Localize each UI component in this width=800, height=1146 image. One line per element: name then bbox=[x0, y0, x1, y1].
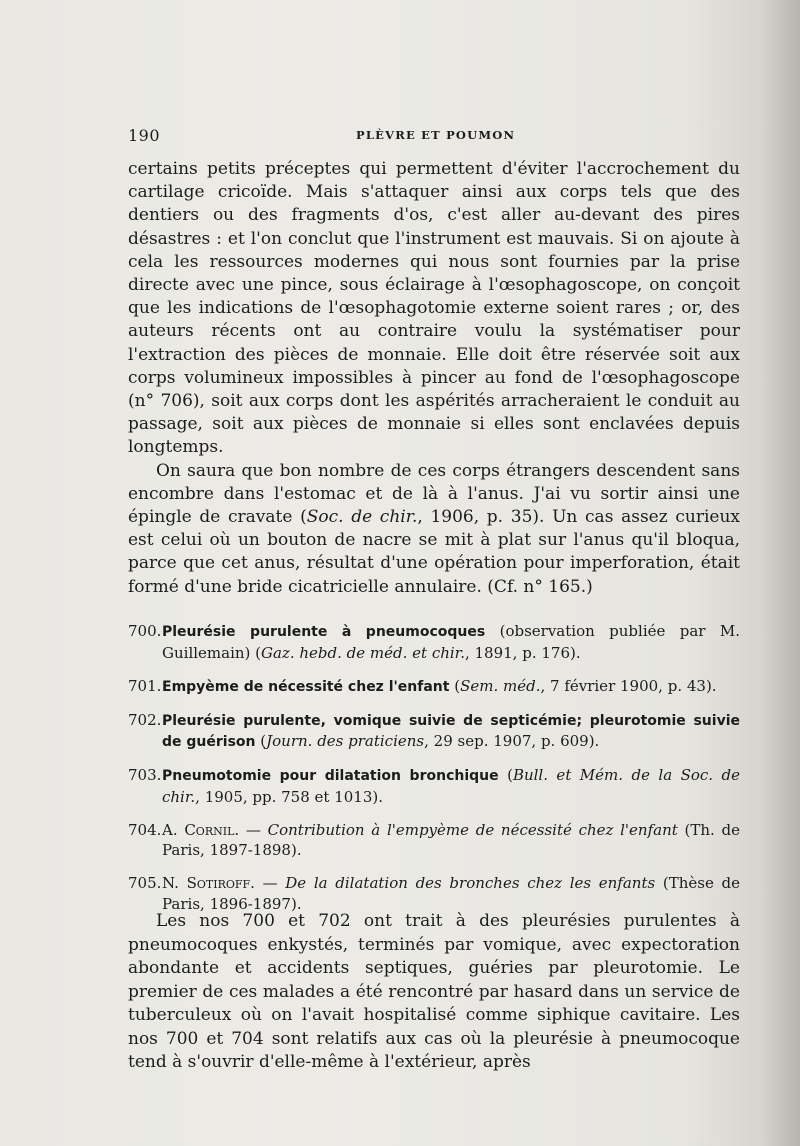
reference-item bbox=[128, 765, 740, 807]
paragraph-2-part-a: On saura que bon nombre de ces corps étrangers descendent sans encombre dans l'estomac et de là à l'anus. J'ai vu sortir ainsi une épingle de cravate ( bbox=[128, 460, 740, 528]
reference-item bbox=[128, 710, 740, 753]
reference-source: Sem. méd. bbox=[460, 676, 541, 695]
reference-list bbox=[128, 621, 740, 927]
reference-number: 700. bbox=[128, 622, 162, 640]
reference-author: N. Sotiroff. bbox=[162, 874, 255, 892]
reference-text: , 29 sep. 1907, p. 609). bbox=[424, 732, 600, 750]
reference-item bbox=[128, 676, 740, 698]
reference-text: , 1891, p. 176). bbox=[464, 643, 581, 662]
reference-title: Pleurésie purulente, vomique suivie de septicémie; pleurotomie suivie de guérison bbox=[162, 712, 740, 750]
reference-work: Contribution à l'empyème de nécessité chez l'enfant bbox=[267, 820, 678, 839]
reference-number: 705. bbox=[128, 874, 162, 892]
reference-item bbox=[128, 873, 740, 914]
reference-title: Pleurésie purulente à pneumocoques bbox=[162, 624, 486, 640]
reference-text: (Th. de Paris, 1897-1898). bbox=[162, 820, 740, 859]
citation-soc-chir: Soc. de chir. bbox=[306, 507, 418, 528]
reference-source: Journ. des praticiens bbox=[266, 732, 425, 750]
paragraph-1: certains petits préceptes qui permettent d'éviter l'accrochement du cartilage cricoïde. Mais s'attaquer ainsi aux corps tels que des dentiers ou des fragments d'os, c'est aller au-devant des pires désastres : et l'on conclut que l'instrument est mauvais. Si on ajoute à cela les ressources modernes qui nous sont fournies par la prise directe avec une pince, sous éclairage à l'œsophagoscope, on conçoit que les indications de l'œsophagotomie externe soient rares ; or, des auteurs récents ont au contraire voulu la systématiser pour l'extraction des pièces de monnaie. Elle doit être réservée soit aux corps volumineux impossibles à pincer au fond de l'œsophagoscope (n° 706), soit aux corps dont les aspérités arracheraient le conduit au passage, soit aux pièces de monnaie si elles sont enclavées depuis longtemps. bbox=[128, 159, 740, 458]
reference-work: De la dilatation des bronches chez les enfants bbox=[285, 874, 656, 892]
binding-shadow bbox=[760, 0, 800, 1146]
paragraph-2-part-b: , 1906, p. 35). Un cas assez curieux est celui où un bouton de nacre se mit à plat sur l'anus qu'il bloqua, parce que cet anus, résultat d'une opération pour imperforation, était formé d'une bride cicatricielle annulaire. (Cf. n° 165.) bbox=[128, 507, 740, 597]
reference-text: ( bbox=[255, 732, 267, 750]
reference-title: Empyème de nécessité chez l'enfant bbox=[162, 678, 450, 695]
reference-title: Pneumotomie pour dilatation bronchique bbox=[162, 768, 499, 784]
paragraph-2 bbox=[128, 460, 740, 599]
reference-text: ( bbox=[449, 676, 461, 695]
page-header bbox=[128, 124, 738, 148]
reference-number: 704. bbox=[128, 820, 162, 839]
reference-source: Bull. et Mém. de la Soc. de chir. bbox=[162, 766, 741, 806]
reference-number: 701. bbox=[128, 676, 162, 695]
reference-dash: — bbox=[254, 874, 286, 892]
reference-text: (observation publiée par M. Guillemain) ( bbox=[162, 622, 740, 662]
reference-text: (Thèse de Paris, 1896-1897). bbox=[162, 874, 741, 913]
reference-number: 702. bbox=[128, 710, 162, 729]
reference-author: A. Cornil. bbox=[162, 820, 240, 839]
reference-item bbox=[128, 621, 740, 663]
reference-text: , 7 février 1900, p. 43). bbox=[540, 676, 717, 695]
reference-item bbox=[128, 820, 740, 861]
reference-dash: — bbox=[239, 820, 268, 839]
body-text bbox=[128, 158, 740, 599]
reference-text: ( bbox=[498, 766, 513, 784]
reference-number: 703. bbox=[128, 766, 162, 784]
running-head: PLÈVRE ET POUMON bbox=[356, 128, 516, 142]
conclusion-text bbox=[128, 910, 740, 1075]
page-number: 190 bbox=[128, 126, 161, 145]
paragraph-3: Les nos 700 et 702 ont trait à des pleurésies purulentes à pneumocoques enkystés, terminés par vomique, avec expectoration abondante et accidents septiques, guéries par pleurotomie. Le premier de ces malades a été rencontré par hasard dans un service de tuberculeux où on l'avait hospitalisé comme siphique cavitaire. Les nos 700 et 704 sont relatifs aux cas où la pleurésie à pneumocoque tend à s'ouvrir d'elle-même à l'extérieur, après bbox=[128, 911, 740, 1072]
reference-source: Gaz. hebd. de méd. et chir. bbox=[261, 643, 465, 662]
reference-text: , 1905, pp. 758 et 1013). bbox=[195, 787, 384, 806]
